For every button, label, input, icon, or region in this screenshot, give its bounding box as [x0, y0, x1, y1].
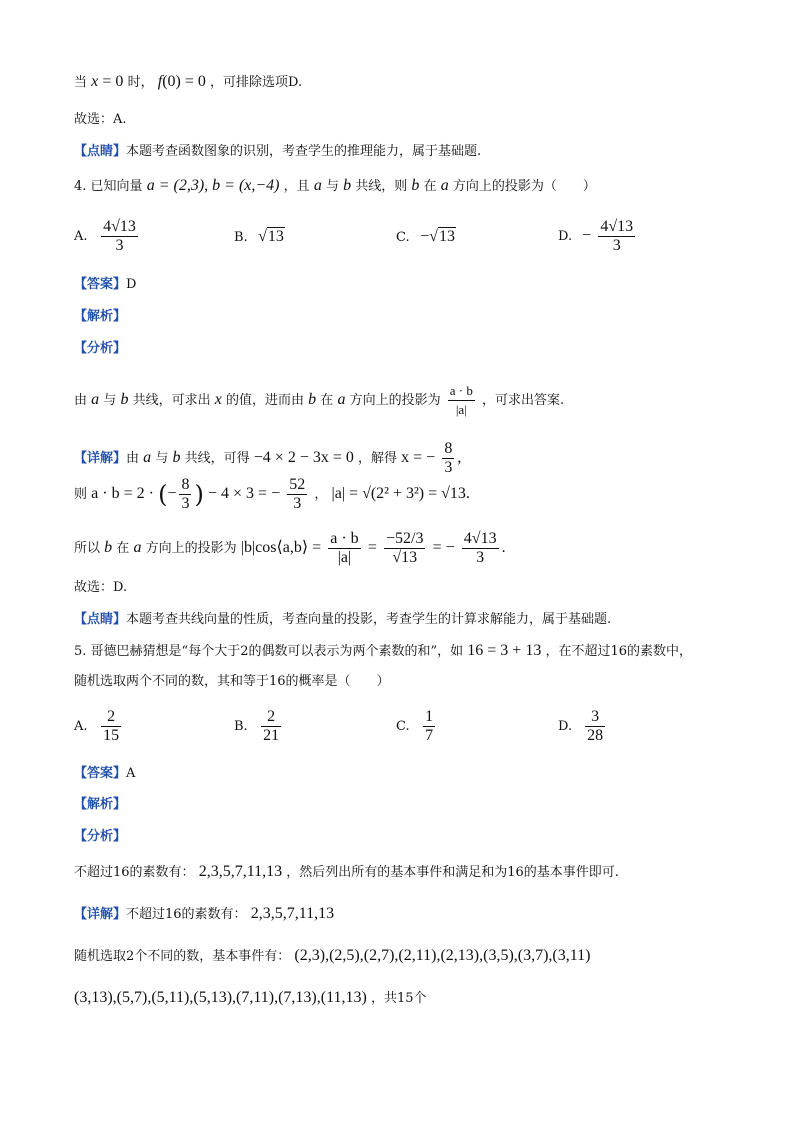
- answer-choice-line: 故选：A.: [74, 112, 127, 127]
- fraction: $\frac{1}{7}$: [425, 708, 434, 744]
- fraction: $\frac{3}{28}$: [587, 708, 604, 744]
- var-x: x: [91, 73, 99, 90]
- detail-q4-line1: 【详解】由 a 与 b 共线，可得 −4 × 2 − 3x = 0 ，解得 x = − $\frac{8}{3}$ ,: [74, 440, 462, 476]
- text: 共线，则: [355, 179, 408, 194]
- q5-option-b: B. $\frac{2}{21}$: [234, 708, 280, 744]
- question-number: 4.: [74, 179, 87, 194]
- fraction: $\frac{8}{3}$: [181, 476, 190, 512]
- text: 与: [325, 179, 339, 194]
- option-label: D.: [558, 229, 573, 244]
- q4-option-a: [74, 218, 141, 255]
- fraction: $\frac{a \cdot b}{|a|}$: [449, 383, 473, 417]
- option-label: B.: [234, 230, 248, 245]
- vector-b: b: [343, 177, 352, 194]
- fraction: $\frac{2}{15}$: [103, 708, 120, 744]
- math-eq: (0) = 0: [162, 73, 206, 90]
- func-f: f: [157, 73, 163, 90]
- q4-option-b: [234, 228, 285, 246]
- fraction: $\frac{4√13}{3}$: [463, 530, 497, 566]
- remark-q4: 【点睛】本题考查共线向量的性质，考查向量的投影，考查学生的计算求解能力，属于基础题.: [74, 612, 612, 627]
- answer-choice-line: 故选：D.: [74, 580, 128, 595]
- detail-q4-line3: 所以 b 在 a 方向上的投影为 |b|cos⟨a,b⟩ = $\frac{a \cdot b}{|a|}$ = $\frac{-52/3}{√13}$ = − $\frac{4√13}{3}$ .: [74, 530, 506, 566]
- vector-definition: a = (2,3), b = (x,−4): [146, 177, 280, 194]
- q5-option-c: C. $\frac{1}{7}$: [396, 708, 434, 744]
- line-option-exclusion: [74, 72, 302, 93]
- vector-a: a: [313, 177, 322, 194]
- q5-option-a: A. $\frac{2}{15}$: [74, 708, 120, 744]
- text: 在: [423, 179, 437, 194]
- question-5-stem: 5. 哥德巴赫猜想是“每个大于2的偶数可以表示为两个素数的和”，如 16 = 3 + 13 ，在不超过16的素数中，: [74, 642, 692, 659]
- detail-q5-line2: 随机选取2个不同的数，基本事件有： (2,3),(2,5),(2,7),(2,11),(2,13),(3,5),(3,7),(3,11): [74, 947, 591, 964]
- fraction: $\frac{2}{21}$: [263, 708, 280, 744]
- question-4-stem: [74, 176, 596, 197]
- detail-q5-line1: 【详解】不超过16的素数有： 2,3,5,7,11,13: [74, 905, 335, 922]
- detail-q4-line2: 则 a · b = 2 · (− $\frac{8}{3}$ ) − 4 × 3 = − $\frac{52}{3}$ ， |a| = √(2² + 3²) = √13.: [74, 476, 470, 512]
- analysis-tag: 【解析】: [74, 309, 127, 324]
- remark-tag: 【点睛】: [74, 144, 127, 159]
- text: 已知向量: [90, 179, 143, 194]
- text: ，可排除选项D.: [210, 75, 303, 90]
- text: 时，: [127, 75, 154, 90]
- vector-a: a: [440, 177, 449, 194]
- remark-q3: [74, 142, 481, 162]
- vector-b: b: [411, 177, 420, 194]
- fraction: $\frac{a \cdot b}{|a|}$: [330, 530, 359, 566]
- q4-option-c: C. −√13: [396, 228, 455, 245]
- fraction: $\frac{4√13}{3}$: [103, 218, 136, 254]
- option-label: C.: [396, 230, 410, 245]
- option-label: A.: [74, 229, 88, 244]
- answer-q5: 【答案】A: [74, 766, 136, 781]
- text: 方向上的投影为（ ）: [452, 179, 596, 194]
- analysis-sub-tag: 【分析】: [74, 829, 127, 844]
- question-5-stem-cont: 随机选取两个不同的数，其和等于16的概率是（ ）: [74, 674, 390, 689]
- fraction: $\frac{4√13}{3}$: [600, 218, 634, 254]
- q4-option-d: D. − $\frac{4√13}{3}$: [558, 218, 634, 254]
- math-eq: = 0: [102, 73, 124, 90]
- analysis-sub-tag: 【分析】: [74, 341, 127, 356]
- fraction: $\frac{8}{3}$: [444, 440, 453, 476]
- sqrt: √13: [429, 228, 455, 245]
- answer-q4: 【答案】D: [74, 277, 137, 292]
- analysis-tag: 【解析】: [74, 797, 127, 812]
- sqrt: √13: [258, 228, 284, 245]
- q5-option-d: D. $\frac{3}{28}$: [558, 708, 604, 744]
- analysis-text-q4: 由 a 与 b 共线，可求出 x 的值，进而由 b 在 a 方向上的投影为 $\frac{a \cdot b}{|a|}$ ，可求出答案.: [74, 383, 565, 417]
- detail-q5-line3: (3,13),(5,7),(5,11),(5,13),(7,11),(7,13),(11,13) ，共15个: [74, 989, 427, 1006]
- fraction: $\frac{52}{3}$: [289, 476, 306, 512]
- fraction: $\frac{-52/3}{√13}$: [385, 530, 424, 566]
- text: ，且: [283, 179, 310, 194]
- remark-text: 本题考查函数图象的识别，考查学生的推理能力，属于基础题.: [126, 144, 482, 159]
- text: 当: [74, 75, 88, 90]
- analysis-text-q5: 不超过16的素数有： 2,3,5,7,11,13 ，然后列出所有的基本事件和满足和为16的基本事件即可.: [74, 863, 619, 880]
